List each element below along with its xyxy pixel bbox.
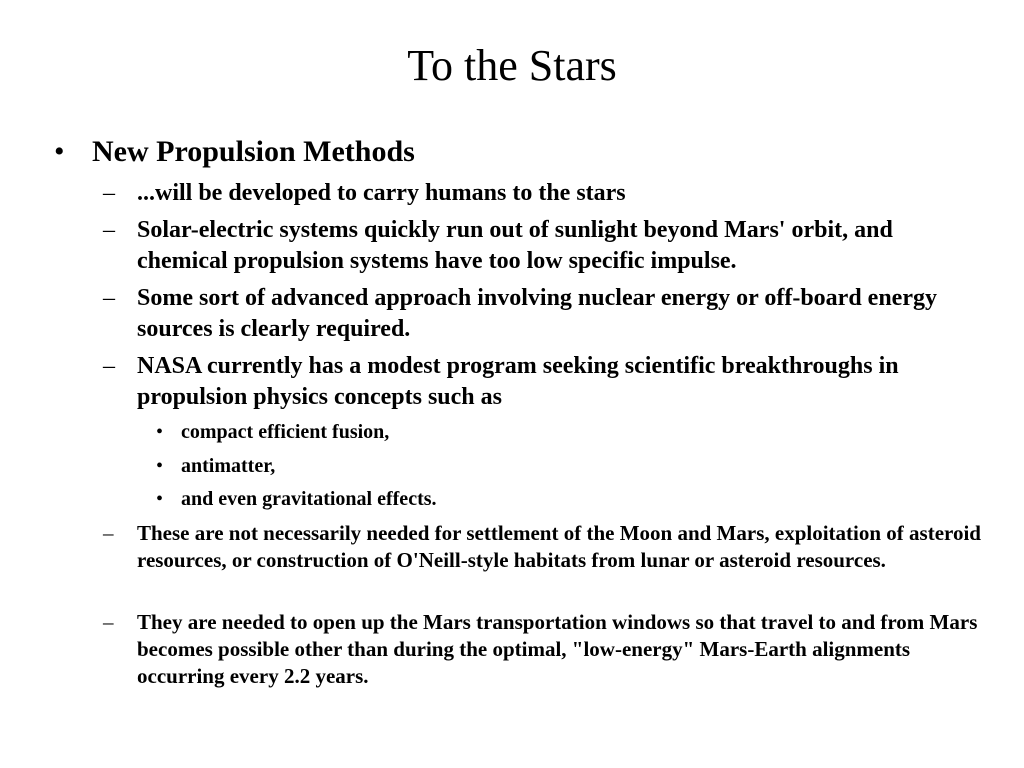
concept-item-text: antimatter, bbox=[181, 455, 276, 477]
dot-marker: • bbox=[156, 488, 164, 510]
dash-marker: – bbox=[103, 521, 114, 545]
dash-marker: – bbox=[103, 353, 115, 379]
dash-marker: – bbox=[103, 217, 115, 243]
concept-item-text: and even gravitational effects. bbox=[181, 488, 437, 510]
sub-item-text: Some sort of advanced approach involving nuclear energy or off-board energy sources is clearly required. bbox=[137, 285, 937, 342]
sub-item-text: NASA currently has a modest program seeking scientific breakthroughs in propulsion physics concepts such as bbox=[137, 353, 899, 410]
bullet-marker: • bbox=[54, 135, 65, 168]
sub-item-text: They are needed to open up the Mars transportation windows so that travel to and from Mars becomes possible other than during the optimal, "low-energy" Mars-Earth alignments occurring every 2.2 years. bbox=[137, 610, 978, 688]
dot-marker: • bbox=[156, 421, 164, 443]
dash-marker: – bbox=[103, 610, 114, 634]
bullet-label: New Propulsion Methods bbox=[92, 135, 415, 168]
dash-marker: – bbox=[103, 180, 115, 206]
dash-marker: – bbox=[103, 285, 115, 311]
dot-marker: • bbox=[156, 455, 164, 477]
concept-item-text: compact efficient fusion, bbox=[181, 421, 390, 443]
sub-item-text: Solar-electric systems quickly run out of sunlight beyond Mars' orbit, and chemical propulsion systems have too low specific impulse. bbox=[137, 217, 893, 274]
sub-item-text: ...will be developed to carry humans to the stars bbox=[137, 180, 626, 206]
slide-title: To the Stars bbox=[407, 41, 617, 90]
sub-item-text: These are not necessarily needed for settlement of the Moon and Mars, exploitation of asteroid resources, or construction of O'Neill-style habitats from lunar or asteroid resources. bbox=[137, 521, 981, 572]
